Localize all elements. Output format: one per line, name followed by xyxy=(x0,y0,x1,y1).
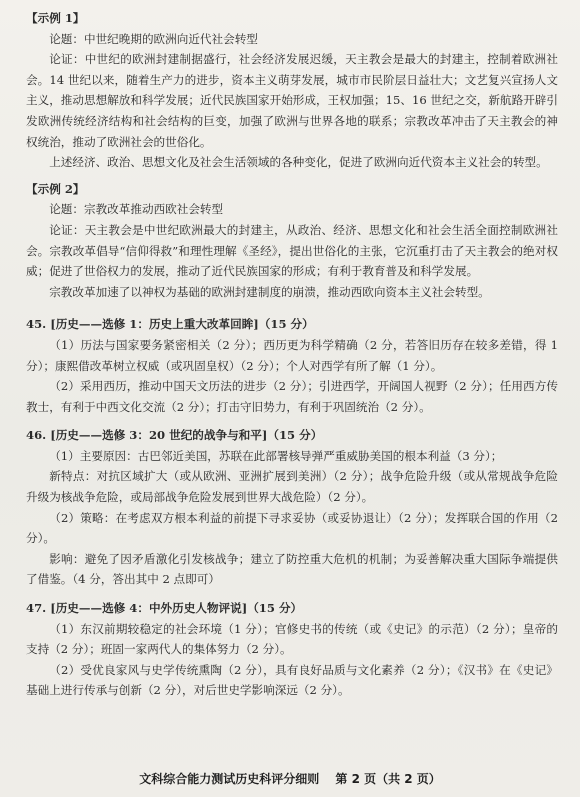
sample-2-argument: 论证：天主教会是中世纪欧洲最大的封建主，从政治、经济、思想文化和社会生活全面控制欧洲社会。宗教改革倡导“信仰得救”和理性理解《圣经》，提出世俗化的主张，它沉重打击了天主教会的绝对权威；促进了世俗权力的发展，推动了近代民族国家的形成；有利于教育普及和科学发展。 xyxy=(26,222,558,279)
question-46-part-1-reason: （1）主要原因：古巴邻近美国，苏联在此部署核导弹严重威胁美国的根本利益（3 分）； xyxy=(49,448,503,463)
footer-title: 文科综合能力测试历史科评分细则 xyxy=(139,772,320,786)
sample-2-label: 【示例 2】 xyxy=(26,181,85,196)
question-47-part-1: （1）东汉前期较稳定的社会环境（1 分）；官修史书的传统（或《史记》的示范）（2 分）；皇帝的支持（2 分）；班固一家两代人的集体努力（2 分）。 xyxy=(26,621,558,657)
question-45 xyxy=(26,314,558,417)
question-47-heading: 47. [历史——选修 4：中外历史人物评说]（15 分） xyxy=(26,601,303,616)
sample-2-topic: 论题：宗教改革推动西欧社会转型 xyxy=(49,202,224,217)
footer-page-number: 第 2 页（共 2 页） xyxy=(335,772,441,786)
question-46 xyxy=(26,425,558,590)
question-45-part-1: （1）历法与国家要务紧密相关（2 分）；西历更为科学精确（2 分，若答旧历存在较多差错，得 1 分）；康熙借改革树立权威（或巩固皇权）（2 分）；个人对西学有所了解（1 分）。 xyxy=(26,337,558,373)
question-47 xyxy=(26,598,558,701)
question-45-part-2: （2）采用西历，推动中国天文历法的进步（2 分）；引进西学，开阔国人视野（2 分）；任用西方传教士，有利于中西文化交流（2 分）；打击守旧势力，有利于巩固统治（2 分）。 xyxy=(26,379,558,414)
question-46-part-2-impact: 影响：避免了因矛盾激化引发核战争；建立了防控重大危机的机制；为妥善解决重大国际争端提供了借鉴。（4 分，答出其中 2 点即可） xyxy=(26,551,558,587)
question-46-part-2-strategy: （2）策略：在考虑双方根本利益的前提下寻求妥协（或妥协退让）（2 分）；发挥联合国的作用（2 分）。 xyxy=(26,510,558,546)
question-46-heading: 46. [历史——选修 3：20 世纪的战争与和平]（15 分） xyxy=(26,428,323,443)
question-45-heading: 45. [历史——选修 1：历史上重大改革回眸]（15 分） xyxy=(26,317,314,332)
question-47-part-2: （2）受优良家风与史学传统熏陶（2 分），具有良好品质与文化素养（2 分）；《汉书》在《史记》基础上进行传承与创新（2 分），对后世史学影响深远（2 分）。 xyxy=(26,662,558,698)
sample-1 xyxy=(26,8,558,173)
sample-1-conclusion: 上述经济、政治、思想文化及社会生活领域的各种变化，促进了欧洲向近代资本主义社会的转型。 xyxy=(49,155,548,170)
page-footer xyxy=(0,770,580,787)
sample-2 xyxy=(26,179,558,303)
sample-1-topic: 论题：中世纪晚期的欧洲向近代社会转型 xyxy=(49,31,258,46)
sample-1-label: 【示例 1】 xyxy=(26,11,85,25)
sample-2-conclusion: 宗教改革加速了以神权为基础的欧洲封建制度的崩溃，推动西欧向资本主义社会转型。 xyxy=(49,284,490,299)
question-46-part-1-features: 新特点：对抗区域扩大（或从欧洲、亚洲扩展到美洲）（2 分）；战争危险升级（或从常规战争危险升级为核战争危险，或局部战争危险发展到世界大战危险）（2 分）。 xyxy=(26,469,558,505)
sample-1-argument: 论证：中世纪的欧洲封建制据盛行，社会经济发展迟缓，天主教会是最大的封建主，控制着欧洲社会。14 世纪以来，随着生产力的进步，资本主义萌芽发展，城市市民阶层日益壮大；文艺复兴宣扬人文主义，推动思想解放和科学发展；近代民族国家开始形成，王权加强；15、16 世纪之交，新航路开辟引发欧洲传统经济结构和社会结构的巨变，加强了欧洲与世界各地的联系；宗教改革冲击了天主教会的神权统治，推动了欧洲社会的世俗化。 xyxy=(26,52,558,149)
